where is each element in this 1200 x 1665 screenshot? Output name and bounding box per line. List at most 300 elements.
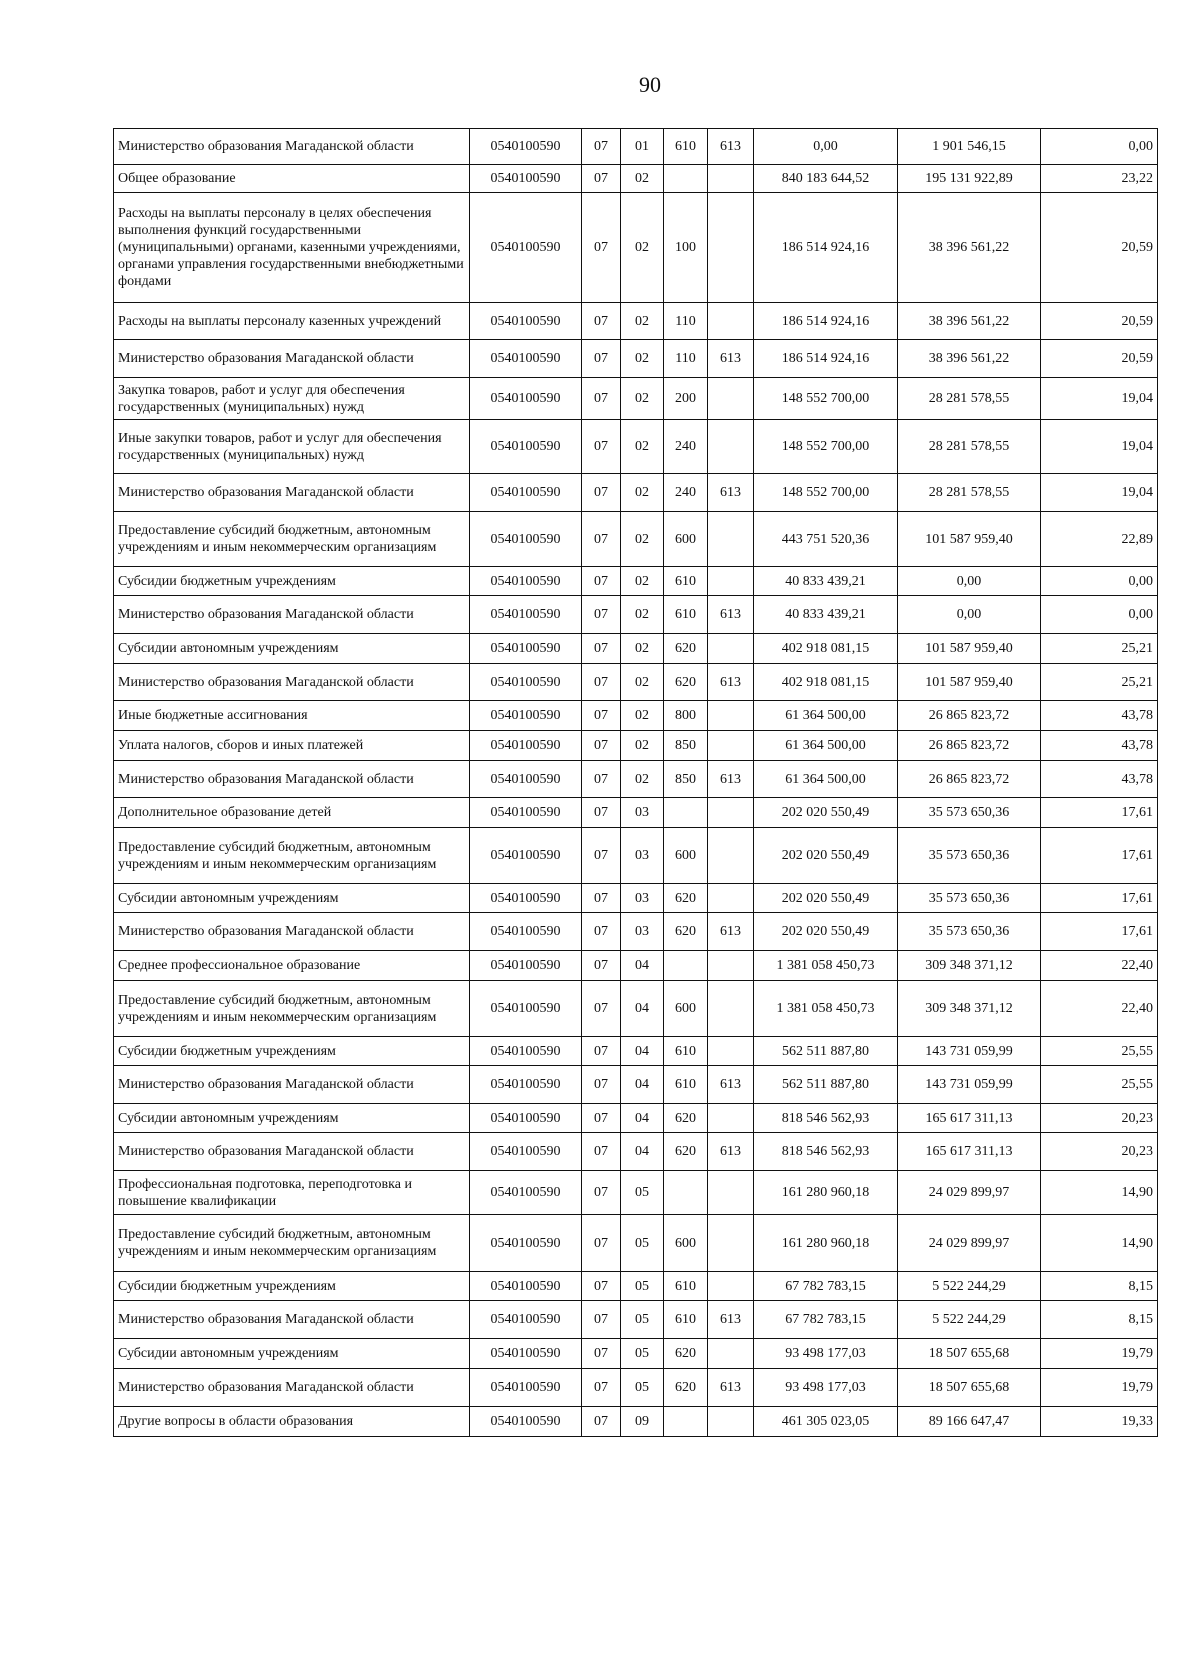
row-name-cell: Субсидии бюджетным учреждениям xyxy=(114,1037,470,1066)
expense-type-cell: 610 xyxy=(664,596,708,634)
row-name-cell: Предоставление субсидий бюджетным, автономным учреждениям и иным некоммерческим организациям xyxy=(114,981,470,1037)
planned-amount-cell: 161 280 960,18 xyxy=(754,1215,898,1272)
target-code-cell: 0540100590 xyxy=(470,664,582,701)
administrator-code-cell xyxy=(708,1104,754,1133)
planned-amount-cell: 40 833 439,21 xyxy=(754,596,898,634)
actual-amount-cell: 35 573 650,36 xyxy=(898,913,1041,951)
expense-type-cell: 100 xyxy=(664,193,708,303)
table-row xyxy=(114,1037,1158,1066)
subsection-cell: 02 xyxy=(621,761,664,798)
subsection-cell: 01 xyxy=(621,129,664,165)
row-name-cell: Министерство образования Магаданской области xyxy=(114,1301,470,1339)
expense-type-cell: 610 xyxy=(664,1037,708,1066)
target-code-cell: 0540100590 xyxy=(470,193,582,303)
actual-amount-cell: 0,00 xyxy=(898,596,1041,634)
section-cell: 07 xyxy=(582,1104,621,1133)
subsection-cell: 04 xyxy=(621,1037,664,1066)
actual-amount-cell: 101 587 959,40 xyxy=(898,664,1041,701)
table-row xyxy=(114,1066,1158,1104)
actual-amount-cell: 35 573 650,36 xyxy=(898,884,1041,913)
execution-percent-cell: 25,55 xyxy=(1041,1037,1158,1066)
planned-amount-cell: 0,00 xyxy=(754,129,898,165)
target-code-cell: 0540100590 xyxy=(470,1104,582,1133)
expense-type-cell: 610 xyxy=(664,1272,708,1301)
administrator-code-cell: 613 xyxy=(708,474,754,512)
target-code-cell: 0540100590 xyxy=(470,701,582,731)
planned-amount-cell: 40 833 439,21 xyxy=(754,567,898,596)
row-name-cell: Субсидии автономным учреждениям xyxy=(114,634,470,664)
execution-percent-cell: 17,61 xyxy=(1041,828,1158,884)
expense-type-cell: 620 xyxy=(664,634,708,664)
section-cell: 07 xyxy=(582,701,621,731)
expense-type-cell: 620 xyxy=(664,884,708,913)
target-code-cell: 0540100590 xyxy=(470,303,582,340)
expense-type-cell: 620 xyxy=(664,1339,708,1369)
expense-type-cell: 200 xyxy=(664,378,708,420)
row-name-cell: Субсидии бюджетным учреждениям xyxy=(114,567,470,596)
expense-type-cell: 620 xyxy=(664,1133,708,1171)
administrator-code-cell xyxy=(708,512,754,567)
row-name-cell: Другие вопросы в области образования xyxy=(114,1407,470,1437)
actual-amount-cell: 5 522 244,29 xyxy=(898,1301,1041,1339)
subsection-cell: 04 xyxy=(621,1066,664,1104)
section-cell: 07 xyxy=(582,193,621,303)
subsection-cell: 02 xyxy=(621,634,664,664)
table-row xyxy=(114,828,1158,884)
actual-amount-cell: 143 731 059,99 xyxy=(898,1037,1041,1066)
target-code-cell: 0540100590 xyxy=(470,1037,582,1066)
section-cell: 07 xyxy=(582,303,621,340)
actual-amount-cell: 26 865 823,72 xyxy=(898,731,1041,761)
execution-percent-cell: 22,89 xyxy=(1041,512,1158,567)
subsection-cell: 02 xyxy=(621,664,664,701)
subsection-cell: 03 xyxy=(621,913,664,951)
subsection-cell: 02 xyxy=(621,420,664,474)
execution-percent-cell: 0,00 xyxy=(1041,596,1158,634)
administrator-code-cell xyxy=(708,884,754,913)
actual-amount-cell: 101 587 959,40 xyxy=(898,634,1041,664)
table-row xyxy=(114,1171,1158,1215)
table-row xyxy=(114,913,1158,951)
target-code-cell: 0540100590 xyxy=(470,596,582,634)
actual-amount-cell: 1 901 546,15 xyxy=(898,129,1041,165)
table-row xyxy=(114,701,1158,731)
row-name-cell: Министерство образования Магаданской области xyxy=(114,913,470,951)
section-cell: 07 xyxy=(582,1339,621,1369)
table-row xyxy=(114,193,1158,303)
section-cell: 07 xyxy=(582,1301,621,1339)
target-code-cell: 0540100590 xyxy=(470,340,582,378)
table-row xyxy=(114,303,1158,340)
expense-type-cell: 850 xyxy=(664,731,708,761)
section-cell: 07 xyxy=(582,129,621,165)
execution-percent-cell: 0,00 xyxy=(1041,129,1158,165)
row-name-cell: Общее образование xyxy=(114,165,470,193)
execution-percent-cell: 14,90 xyxy=(1041,1215,1158,1272)
subsection-cell: 05 xyxy=(621,1171,664,1215)
section-cell: 07 xyxy=(582,951,621,981)
section-cell: 07 xyxy=(582,981,621,1037)
planned-amount-cell: 61 364 500,00 xyxy=(754,731,898,761)
execution-percent-cell: 22,40 xyxy=(1041,951,1158,981)
target-code-cell: 0540100590 xyxy=(470,1339,582,1369)
administrator-code-cell xyxy=(708,1407,754,1437)
execution-percent-cell: 17,61 xyxy=(1041,884,1158,913)
section-cell: 07 xyxy=(582,596,621,634)
actual-amount-cell: 38 396 561,22 xyxy=(898,303,1041,340)
administrator-code-cell xyxy=(708,303,754,340)
administrator-code-cell xyxy=(708,828,754,884)
budget-table xyxy=(113,128,1158,1437)
planned-amount-cell: 840 183 644,52 xyxy=(754,165,898,193)
planned-amount-cell: 443 751 520,36 xyxy=(754,512,898,567)
execution-percent-cell: 43,78 xyxy=(1041,761,1158,798)
execution-percent-cell: 20,59 xyxy=(1041,303,1158,340)
planned-amount-cell: 402 918 081,15 xyxy=(754,634,898,664)
table-row xyxy=(114,951,1158,981)
row-name-cell: Дополнительное образование детей xyxy=(114,798,470,828)
target-code-cell: 0540100590 xyxy=(470,420,582,474)
actual-amount-cell: 5 522 244,29 xyxy=(898,1272,1041,1301)
row-name-cell: Предоставление субсидий бюджетным, автономным учреждениям и иным некоммерческим организациям xyxy=(114,512,470,567)
target-code-cell: 0540100590 xyxy=(470,474,582,512)
execution-percent-cell: 25,55 xyxy=(1041,1066,1158,1104)
table-row xyxy=(114,512,1158,567)
actual-amount-cell: 0,00 xyxy=(898,567,1041,596)
section-cell: 07 xyxy=(582,1407,621,1437)
table-row xyxy=(114,378,1158,420)
actual-amount-cell: 89 166 647,47 xyxy=(898,1407,1041,1437)
section-cell: 07 xyxy=(582,761,621,798)
row-name-cell: Субсидии автономным учреждениям xyxy=(114,884,470,913)
planned-amount-cell: 186 514 924,16 xyxy=(754,193,898,303)
actual-amount-cell: 18 507 655,68 xyxy=(898,1339,1041,1369)
section-cell: 07 xyxy=(582,1272,621,1301)
actual-amount-cell: 38 396 561,22 xyxy=(898,340,1041,378)
table-row xyxy=(114,1369,1158,1407)
administrator-code-cell xyxy=(708,951,754,981)
table-row xyxy=(114,1272,1158,1301)
table-row xyxy=(114,1133,1158,1171)
subsection-cell: 02 xyxy=(621,474,664,512)
administrator-code-cell xyxy=(708,420,754,474)
actual-amount-cell: 38 396 561,22 xyxy=(898,193,1041,303)
administrator-code-cell: 613 xyxy=(708,596,754,634)
row-name-cell: Субсидии автономным учреждениям xyxy=(114,1104,470,1133)
table-row xyxy=(114,340,1158,378)
subsection-cell: 05 xyxy=(621,1215,664,1272)
expense-type-cell: 620 xyxy=(664,1369,708,1407)
expense-type-cell: 610 xyxy=(664,567,708,596)
subsection-cell: 05 xyxy=(621,1369,664,1407)
subsection-cell: 04 xyxy=(621,981,664,1037)
expense-type-cell: 240 xyxy=(664,474,708,512)
subsection-cell: 04 xyxy=(621,951,664,981)
table-row xyxy=(114,1301,1158,1339)
expense-type-cell: 600 xyxy=(664,1215,708,1272)
expense-type-cell: 610 xyxy=(664,1066,708,1104)
section-cell: 07 xyxy=(582,340,621,378)
subsection-cell: 02 xyxy=(621,596,664,634)
subsection-cell: 04 xyxy=(621,1104,664,1133)
actual-amount-cell: 35 573 650,36 xyxy=(898,798,1041,828)
target-code-cell: 0540100590 xyxy=(470,634,582,664)
actual-amount-cell: 28 281 578,55 xyxy=(898,420,1041,474)
section-cell: 07 xyxy=(582,634,621,664)
execution-percent-cell: 23,22 xyxy=(1041,165,1158,193)
target-code-cell: 0540100590 xyxy=(470,731,582,761)
execution-percent-cell: 19,04 xyxy=(1041,420,1158,474)
row-name-cell: Министерство образования Магаданской области xyxy=(114,129,470,165)
section-cell: 07 xyxy=(582,474,621,512)
table-row xyxy=(114,567,1158,596)
target-code-cell: 0540100590 xyxy=(470,1171,582,1215)
subsection-cell: 03 xyxy=(621,828,664,884)
target-code-cell: 0540100590 xyxy=(470,798,582,828)
table-row xyxy=(114,1104,1158,1133)
execution-percent-cell: 19,79 xyxy=(1041,1339,1158,1369)
planned-amount-cell: 186 514 924,16 xyxy=(754,340,898,378)
actual-amount-cell: 24 029 899,97 xyxy=(898,1171,1041,1215)
execution-percent-cell: 0,00 xyxy=(1041,567,1158,596)
administrator-code-cell: 613 xyxy=(708,913,754,951)
actual-amount-cell: 101 587 959,40 xyxy=(898,512,1041,567)
table-row xyxy=(114,596,1158,634)
execution-percent-cell: 43,78 xyxy=(1041,731,1158,761)
row-name-cell: Министерство образования Магаданской области xyxy=(114,340,470,378)
execution-percent-cell: 17,61 xyxy=(1041,798,1158,828)
target-code-cell: 0540100590 xyxy=(470,1369,582,1407)
expense-type-cell: 620 xyxy=(664,664,708,701)
expense-type-cell: 600 xyxy=(664,512,708,567)
administrator-code-cell: 613 xyxy=(708,761,754,798)
actual-amount-cell: 143 731 059,99 xyxy=(898,1066,1041,1104)
planned-amount-cell: 402 918 081,15 xyxy=(754,664,898,701)
actual-amount-cell: 28 281 578,55 xyxy=(898,378,1041,420)
actual-amount-cell: 24 029 899,97 xyxy=(898,1215,1041,1272)
section-cell: 07 xyxy=(582,512,621,567)
subsection-cell: 02 xyxy=(621,378,664,420)
row-name-cell: Субсидии бюджетным учреждениям xyxy=(114,1272,470,1301)
target-code-cell: 0540100590 xyxy=(470,761,582,798)
section-cell: 07 xyxy=(582,378,621,420)
administrator-code-cell: 613 xyxy=(708,340,754,378)
target-code-cell: 0540100590 xyxy=(470,567,582,596)
section-cell: 07 xyxy=(582,798,621,828)
expense-type-cell: 850 xyxy=(664,761,708,798)
section-cell: 07 xyxy=(582,913,621,951)
target-code-cell: 0540100590 xyxy=(470,129,582,165)
planned-amount-cell: 67 782 783,15 xyxy=(754,1301,898,1339)
target-code-cell: 0540100590 xyxy=(470,1133,582,1171)
table-row xyxy=(114,1215,1158,1272)
expense-type-cell: 610 xyxy=(664,1301,708,1339)
section-cell: 07 xyxy=(582,420,621,474)
planned-amount-cell: 202 020 550,49 xyxy=(754,884,898,913)
row-name-cell: Иные бюджетные ассигнования xyxy=(114,701,470,731)
execution-percent-cell: 8,15 xyxy=(1041,1301,1158,1339)
subsection-cell: 02 xyxy=(621,303,664,340)
administrator-code-cell xyxy=(708,1339,754,1369)
execution-percent-cell: 25,21 xyxy=(1041,634,1158,664)
execution-percent-cell: 20,59 xyxy=(1041,340,1158,378)
subsection-cell: 02 xyxy=(621,340,664,378)
planned-amount-cell: 818 546 562,93 xyxy=(754,1104,898,1133)
table-row xyxy=(114,420,1158,474)
subsection-cell: 03 xyxy=(621,798,664,828)
expense-type-cell: 620 xyxy=(664,913,708,951)
row-name-cell: Министерство образования Магаданской области xyxy=(114,664,470,701)
row-name-cell: Среднее профессиональное образование xyxy=(114,951,470,981)
administrator-code-cell: 613 xyxy=(708,129,754,165)
administrator-code-cell xyxy=(708,1272,754,1301)
execution-percent-cell: 14,90 xyxy=(1041,1171,1158,1215)
planned-amount-cell: 1 381 058 450,73 xyxy=(754,951,898,981)
subsection-cell: 04 xyxy=(621,1133,664,1171)
execution-percent-cell: 19,04 xyxy=(1041,474,1158,512)
table-row xyxy=(114,1339,1158,1369)
table-row xyxy=(114,761,1158,798)
row-name-cell: Министерство образования Магаданской области xyxy=(114,761,470,798)
section-cell: 07 xyxy=(582,1215,621,1272)
table-row xyxy=(114,474,1158,512)
planned-amount-cell: 562 511 887,80 xyxy=(754,1037,898,1066)
expense-type-cell: 240 xyxy=(664,420,708,474)
target-code-cell: 0540100590 xyxy=(470,828,582,884)
target-code-cell: 0540100590 xyxy=(470,1407,582,1437)
administrator-code-cell: 613 xyxy=(708,1066,754,1104)
expense-type-cell xyxy=(664,798,708,828)
section-cell: 07 xyxy=(582,828,621,884)
expense-type-cell: 110 xyxy=(664,340,708,378)
row-name-cell: Министерство образования Магаданской области xyxy=(114,1133,470,1171)
subsection-cell: 02 xyxy=(621,701,664,731)
section-cell: 07 xyxy=(582,1369,621,1407)
administrator-code-cell xyxy=(708,634,754,664)
table-row xyxy=(114,1407,1158,1437)
administrator-code-cell xyxy=(708,798,754,828)
expense-type-cell xyxy=(664,1407,708,1437)
section-cell: 07 xyxy=(582,731,621,761)
table-row xyxy=(114,798,1158,828)
subsection-cell: 02 xyxy=(621,193,664,303)
row-name-cell: Предоставление субсидий бюджетным, автономным учреждениям и иным некоммерческим организациям xyxy=(114,1215,470,1272)
planned-amount-cell: 202 020 550,49 xyxy=(754,913,898,951)
administrator-code-cell xyxy=(708,165,754,193)
table-row xyxy=(114,129,1158,165)
administrator-code-cell xyxy=(708,193,754,303)
actual-amount-cell: 18 507 655,68 xyxy=(898,1369,1041,1407)
administrator-code-cell xyxy=(708,1037,754,1066)
administrator-code-cell xyxy=(708,731,754,761)
planned-amount-cell: 148 552 700,00 xyxy=(754,378,898,420)
expense-type-cell: 600 xyxy=(664,828,708,884)
budget-table-body xyxy=(114,129,1158,1437)
section-cell: 07 xyxy=(582,1037,621,1066)
administrator-code-cell: 613 xyxy=(708,1369,754,1407)
row-name-cell: Министерство образования Магаданской области xyxy=(114,596,470,634)
row-name-cell: Министерство образования Магаданской области xyxy=(114,474,470,512)
execution-percent-cell: 22,40 xyxy=(1041,981,1158,1037)
target-code-cell: 0540100590 xyxy=(470,1301,582,1339)
administrator-code-cell: 613 xyxy=(708,1301,754,1339)
execution-percent-cell: 25,21 xyxy=(1041,664,1158,701)
table-row xyxy=(114,981,1158,1037)
target-code-cell: 0540100590 xyxy=(470,1066,582,1104)
row-name-cell: Предоставление субсидий бюджетным, автономным учреждениям и иным некоммерческим организациям xyxy=(114,828,470,884)
planned-amount-cell: 461 305 023,05 xyxy=(754,1407,898,1437)
execution-percent-cell: 43,78 xyxy=(1041,701,1158,731)
section-cell: 07 xyxy=(582,567,621,596)
section-cell: 07 xyxy=(582,664,621,701)
actual-amount-cell: 195 131 922,89 xyxy=(898,165,1041,193)
expense-type-cell xyxy=(664,1171,708,1215)
target-code-cell: 0540100590 xyxy=(470,165,582,193)
subsection-cell: 02 xyxy=(621,165,664,193)
execution-percent-cell: 20,59 xyxy=(1041,193,1158,303)
page-number: 90 xyxy=(639,72,661,97)
expense-type-cell: 600 xyxy=(664,981,708,1037)
row-name-cell: Иные закупки товаров, работ и услуг для обеспечения государственных (муниципальных) нужд xyxy=(114,420,470,474)
planned-amount-cell: 202 020 550,49 xyxy=(754,828,898,884)
execution-percent-cell: 20,23 xyxy=(1041,1133,1158,1171)
row-name-cell: Министерство образования Магаданской области xyxy=(114,1066,470,1104)
execution-percent-cell: 19,79 xyxy=(1041,1369,1158,1407)
expense-type-cell: 110 xyxy=(664,303,708,340)
planned-amount-cell: 186 514 924,16 xyxy=(754,303,898,340)
planned-amount-cell: 61 364 500,00 xyxy=(754,761,898,798)
administrator-code-cell xyxy=(708,1215,754,1272)
execution-percent-cell: 19,33 xyxy=(1041,1407,1158,1437)
actual-amount-cell: 165 617 311,13 xyxy=(898,1133,1041,1171)
subsection-cell: 05 xyxy=(621,1301,664,1339)
planned-amount-cell: 148 552 700,00 xyxy=(754,474,898,512)
row-name-cell: Профессиональная подготовка, переподготовка и повышение квалификации xyxy=(114,1171,470,1215)
planned-amount-cell: 161 280 960,18 xyxy=(754,1171,898,1215)
expense-type-cell: 800 xyxy=(664,701,708,731)
subsection-cell: 05 xyxy=(621,1339,664,1369)
administrator-code-cell: 613 xyxy=(708,1133,754,1171)
target-code-cell: 0540100590 xyxy=(470,884,582,913)
row-name-cell: Расходы на выплаты персоналу казенных учреждений xyxy=(114,303,470,340)
section-cell: 07 xyxy=(582,1066,621,1104)
administrator-code-cell xyxy=(708,701,754,731)
target-code-cell: 0540100590 xyxy=(470,1215,582,1272)
planned-amount-cell: 202 020 550,49 xyxy=(754,798,898,828)
expense-type-cell: 620 xyxy=(664,1104,708,1133)
target-code-cell: 0540100590 xyxy=(470,981,582,1037)
section-cell: 07 xyxy=(582,884,621,913)
table-row xyxy=(114,664,1158,701)
actual-amount-cell: 309 348 371,12 xyxy=(898,951,1041,981)
row-name-cell: Расходы на выплаты персоналу в целях обеспечения выполнения функций государственными (муниципальными) органами, казенными учреждениями, органами управления государственными внебюджетными фондами xyxy=(114,193,470,303)
table-row xyxy=(114,634,1158,664)
target-code-cell: 0540100590 xyxy=(470,378,582,420)
table-row xyxy=(114,884,1158,913)
actual-amount-cell: 309 348 371,12 xyxy=(898,981,1041,1037)
section-cell: 07 xyxy=(582,1171,621,1215)
expense-type-cell: 610 xyxy=(664,129,708,165)
expense-type-cell xyxy=(664,951,708,981)
target-code-cell: 0540100590 xyxy=(470,913,582,951)
administrator-code-cell xyxy=(708,1171,754,1215)
expense-type-cell xyxy=(664,165,708,193)
section-cell: 07 xyxy=(582,165,621,193)
actual-amount-cell: 26 865 823,72 xyxy=(898,701,1041,731)
actual-amount-cell: 28 281 578,55 xyxy=(898,474,1041,512)
planned-amount-cell: 67 782 783,15 xyxy=(754,1272,898,1301)
execution-percent-cell: 17,61 xyxy=(1041,913,1158,951)
